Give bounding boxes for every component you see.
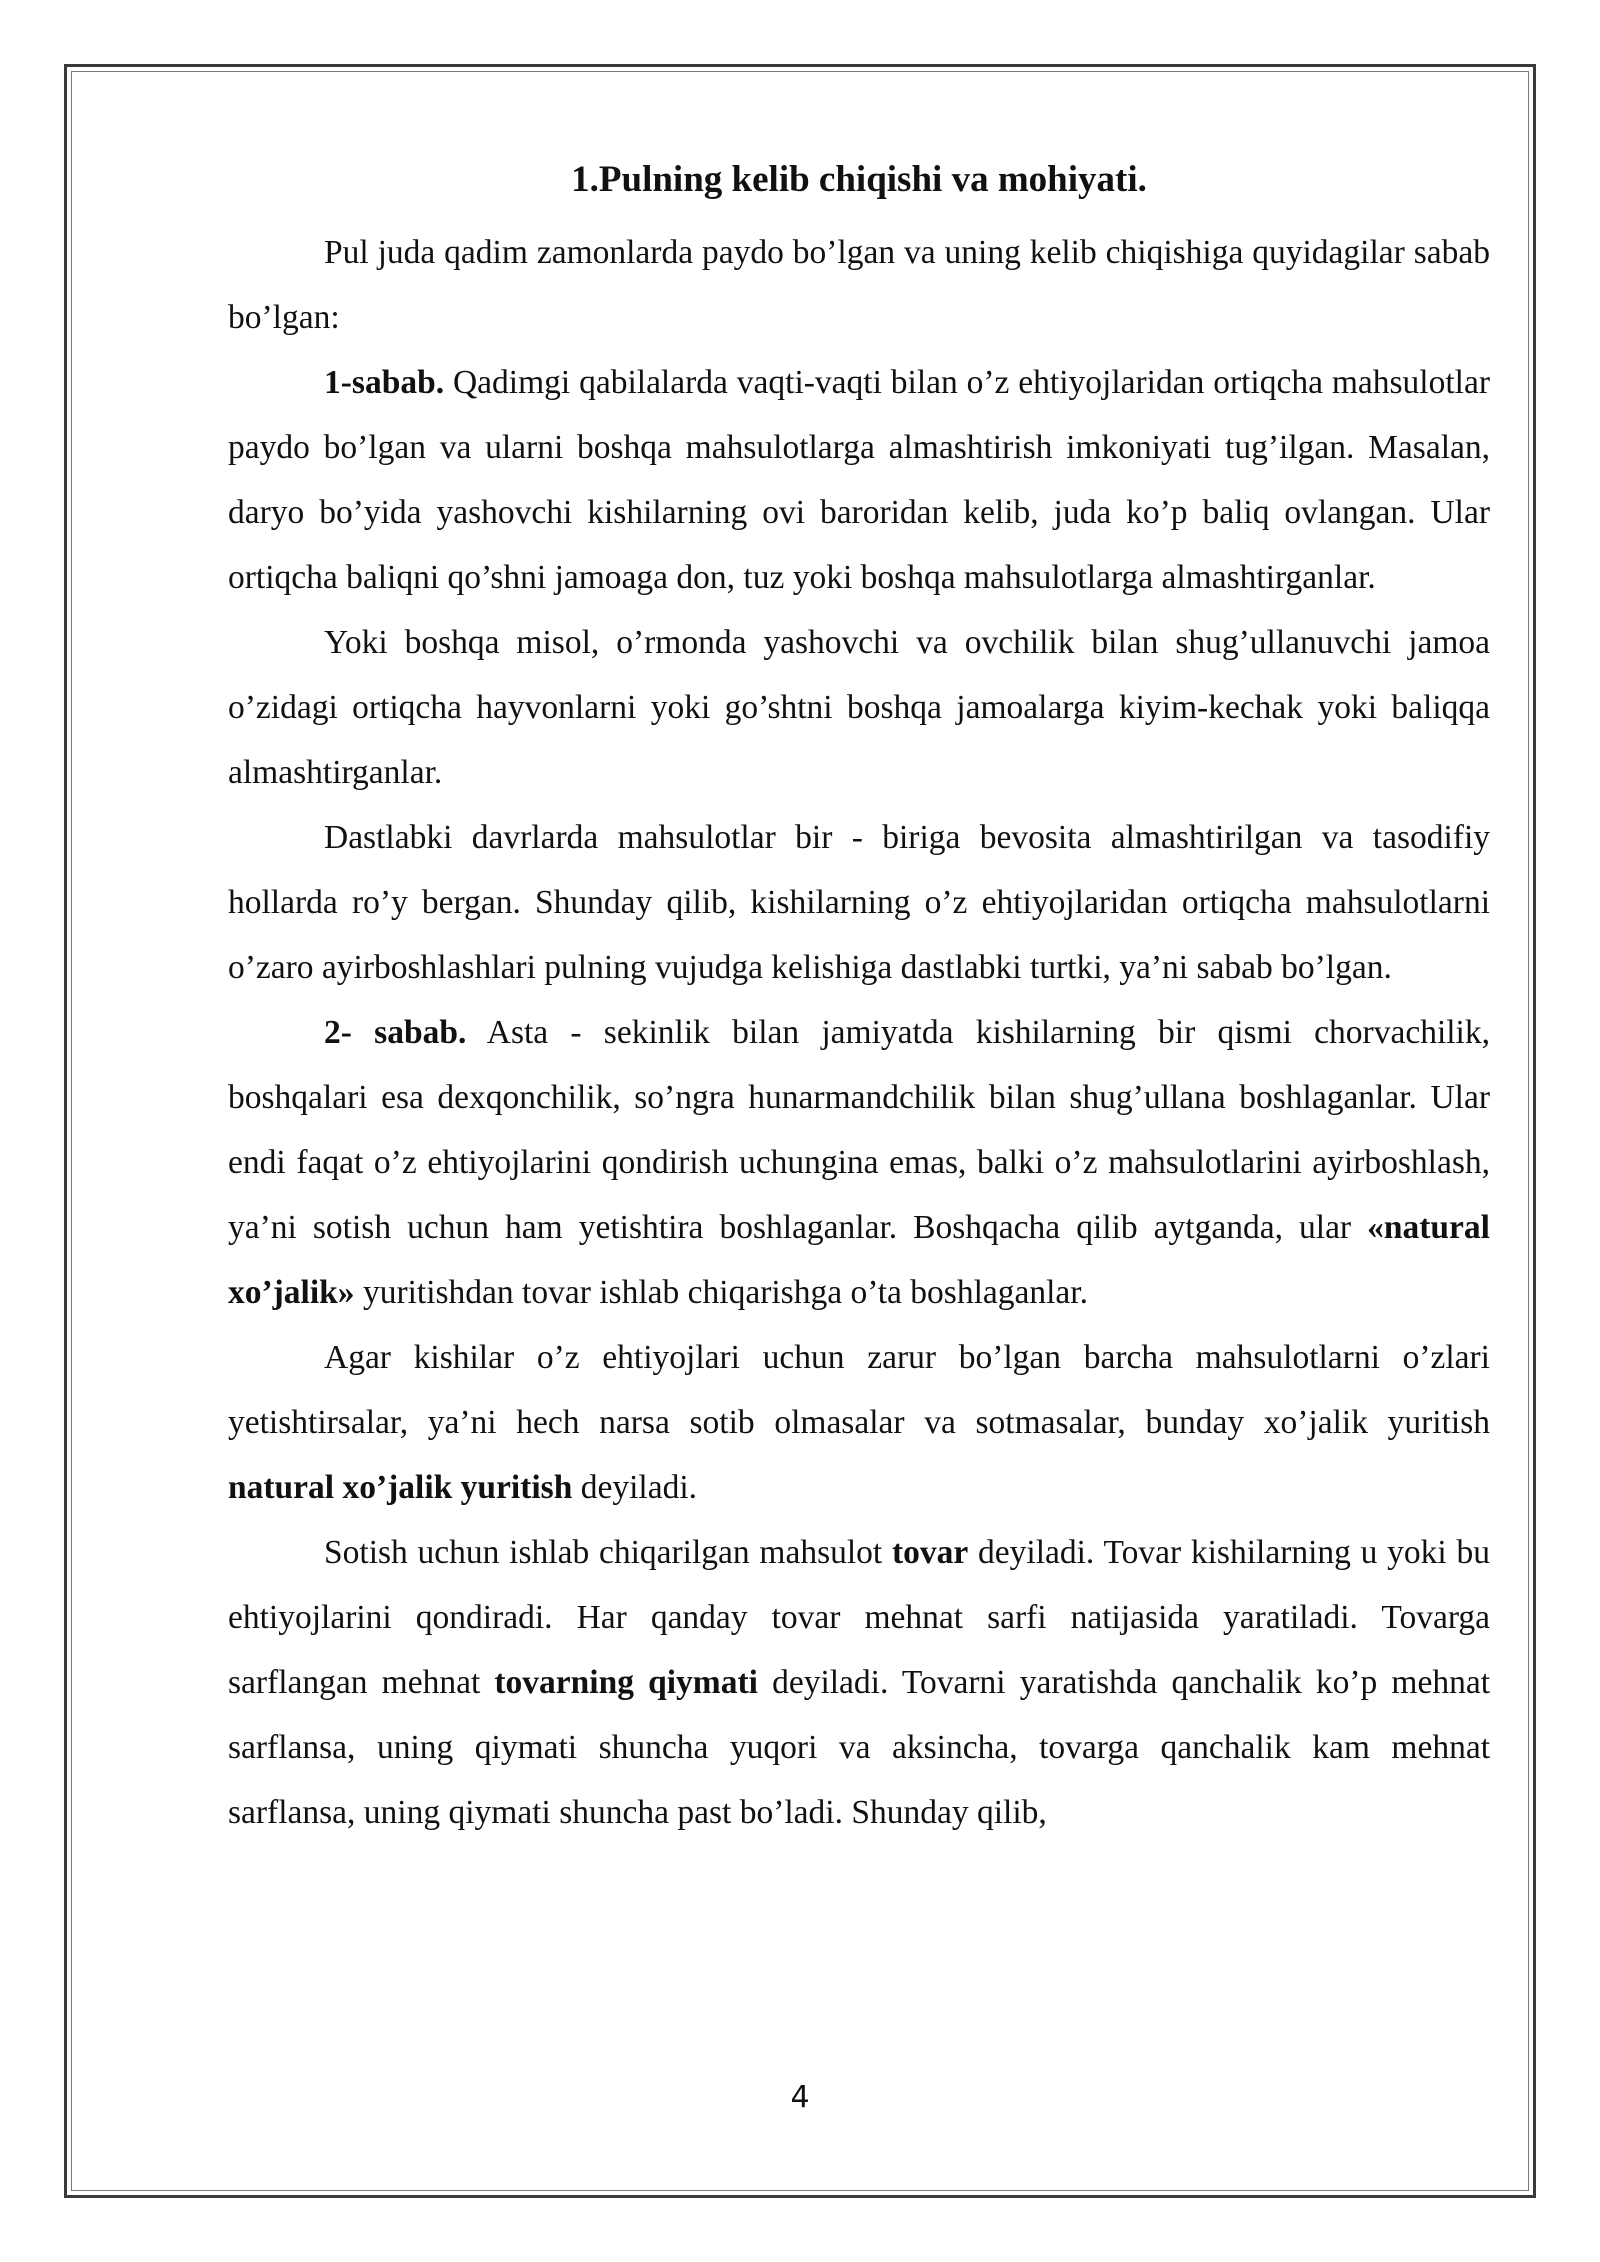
paragraph-5-text-a: Asta - sekinlik bilan jamiyatda kishilarning bir qismi chorvachilik, boshqalari esa dexqonchilik, so’ngra hunarmandchilik bilan shug’ullana boshlaganlar. Ular endi faqat o’z ehtiyojlarini qondirish uchungina emas, balki o’z mahsulotlarini ayirboshlash, ya’ni sotish uchun ham yetishtira boshlaganlar. Boshqacha qilib aytganda, ular xyxy=(228,1014,1490,1246)
page-number: 4 xyxy=(790,2080,810,2115)
paragraph-5-text-b: yuritishdan tovar ishlab chiqarishga o’ta boshlaganlar. xyxy=(354,1274,1088,1311)
paragraph-4-text: Dastlabki davrlarda mahsulotlar bir - biriga bevosita almashtirilgan va tasodifiy hollarda ro’y bergan. Shunday qilib, kishilarning o’z ehtiyojlaridan ortiqcha mahsulotlarni o’zaro ayirboshlashlari pulning vujudga kelishiga dastlabki turtki, ya’ni sabab bo’lgan. xyxy=(228,819,1490,986)
page-title: 1.Pulning kelib chiqishi va mohiyati. xyxy=(571,159,1147,200)
paragraph-6-text-a: Agar kishilar o’z ehtiyojlari uchun zarur bo’lgan barcha mahsulotlarni o’zlari yetishtirsalar, ya’ni hech narsa sotib olmasalar va sotmasalar, bunday xo’jalik yuritish xyxy=(228,1339,1490,1441)
natural-economy-term: «natural xo’jalik» xyxy=(228,1209,1490,1311)
paragraph-7-text-a: Sotish uchun ishlab chiqarilgan mahsulot xyxy=(324,1534,892,1571)
paragraph-7 xyxy=(228,1520,1490,1845)
commodity-term: tovar xyxy=(891,1534,969,1571)
paragraph-3 xyxy=(228,610,1490,805)
reason-1-label: 1-sabab. xyxy=(324,364,445,401)
paragraph-5 xyxy=(228,1000,1490,1325)
commodity-value-term: tovarning qiymati xyxy=(494,1664,758,1701)
paragraph-6-text-b: deyiladi. xyxy=(572,1469,698,1506)
paragraph-1-text: Pul juda qadim zamonlarda paydo bo’lgan va uning kelib chiqishiga quyidagilar sabab bo’lgan: xyxy=(228,234,1490,336)
paragraph-1 xyxy=(228,220,1490,350)
paragraph-3-text: Yoki boshqa misol, o’rmonda yashovchi va ovchilik bilan shug’ullanuvchi jamoa o’zidagi ortiqcha hayvonlarni yoki go’shtni boshqa jamoalarga kiyim-kechak yoki baliqqa almashtirganlar. xyxy=(228,624,1490,791)
paragraph-6 xyxy=(228,1325,1490,1520)
document-body xyxy=(228,140,1490,1845)
reason-2-label: 2- sabab. xyxy=(324,1014,467,1051)
paragraph-2 xyxy=(228,350,1490,610)
paragraph-7-text-c: deyiladi. Tovarni yaratishda qanchalik ko’p mehnat sarflansa, uning qiymati shuncha yuqori va aksincha, tovarga qanchalik kam mehnat sarflansa, uning qiymati shuncha past bo’ladi. Shunday qilib, xyxy=(228,1664,1491,1831)
paragraph-7-text-b: deyiladi. Tovar kishilarning u yoki bu ehtiyojlarini qondiradi. Har qanday tovar mehnat sarfi natijasida yaratiladi. Tovarga sarflangan mehnat xyxy=(228,1534,1490,1701)
natural-economy-definition-term: natural xo’jalik yuritish xyxy=(228,1469,573,1506)
paragraph-2-text: Qadimgi qabilalarda vaqti-vaqti bilan o’z ehtiyojlaridan ortiqcha mahsulotlar paydo bo’lgan va ularni boshqa mahsulotlarga almashtirish imkoniyati tug’ilgan. Masalan, daryo bo’yida yashovchi kishilarning ovi baroridan kelib, juda ko’p baliq ovlangan. Ular ortiqcha baliqni qo’shni jamoaga don, tuz yoki boshqa mahsulotlarga almashtirganlar. xyxy=(228,364,1490,596)
paragraph-4 xyxy=(228,805,1490,1000)
